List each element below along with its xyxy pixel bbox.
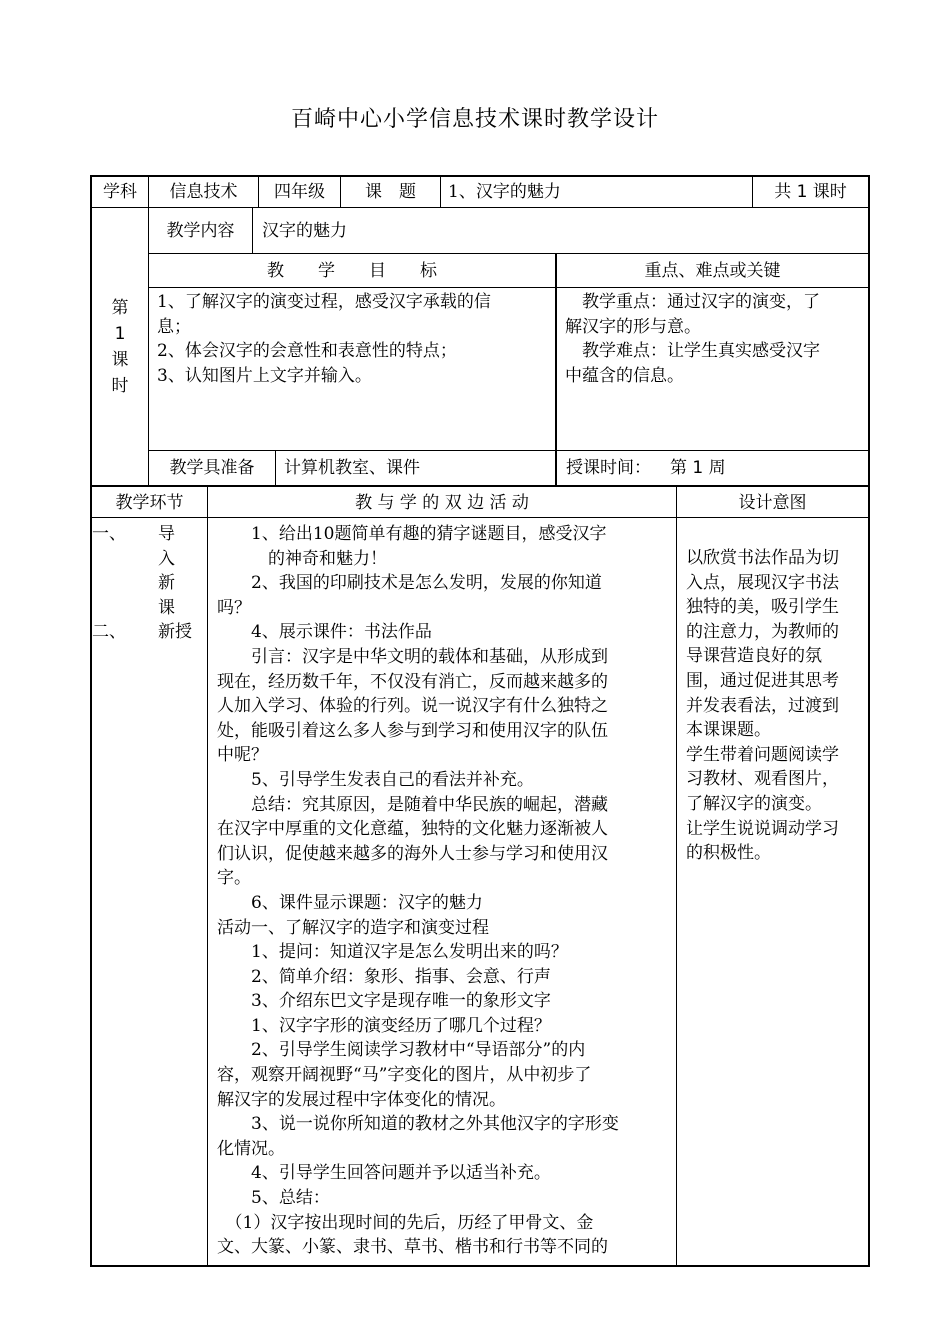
lesson-label-char: 第 (111, 298, 129, 318)
topic-label: 课 题 (365, 182, 416, 202)
intent-line: 入点，展现汉字书法 (686, 572, 839, 593)
activity-line: 5、引导学生发表自己的看法并补充。 (217, 769, 534, 790)
grade-value: 四年级 (274, 182, 325, 202)
total-hours: 共 1 课时 (774, 182, 847, 202)
stage-header: 教学环节 (115, 493, 184, 513)
activity-line: 1、汉字字形的演变经历了哪几个过程？ (217, 1015, 551, 1036)
objective-line: 3、认知图片上文字并输入。 (157, 365, 372, 386)
stage-one-char: 课 (158, 597, 175, 618)
intent-line: 的积极性。 (686, 843, 771, 864)
time-label: 授课时间： (566, 458, 651, 478)
activity-line: 容，观察开阔视野“马”字变化的图片，从中初步了 (217, 1065, 592, 1086)
prep-value: 计算机教室、课件 (284, 458, 420, 478)
intent-line: 本课课题。 (686, 720, 771, 741)
activity-line: 中呢？ (217, 745, 268, 766)
activity-line: 在汉字中厚重的文化意蕴，独特的文化魅力逐渐被人 (217, 819, 608, 840)
activity-line: （1）汉字按出现时间的先后，历经了甲骨文、金 (217, 1212, 594, 1233)
subject-label: 学科 (103, 182, 137, 202)
activity-line: 解汉字的发展过程中字体变化的情况。 (217, 1089, 506, 1110)
intent-header: 设计意图 (738, 493, 807, 513)
objective-line: 2、体会汉字的会意性和表意性的特点； (157, 341, 457, 362)
time-value: 第 1 周 (670, 458, 726, 478)
activity-line: 处，能吸引着这么多人参与到学习和使用汉字的队伍 (217, 720, 608, 741)
objective-line: 1、了解汉字的演变过程，感受汉字承载的信 (157, 292, 491, 312)
intent-line: 学生带着问题阅读学 (686, 744, 839, 765)
activity-line: 活动一、了解汉字的造字和演变过程 (217, 917, 489, 938)
page-title: 百崎中心小学信息技术课时教学设计 (290, 107, 659, 132)
activity-header: 教 与 学 的 双 边 活 动 (355, 493, 529, 513)
activity-line: 引言：汉字是中华文明的载体和基础，从形成到 (217, 646, 608, 667)
keypoints-list (565, 290, 820, 388)
intent-line: 并发表看法，过渡到 (686, 695, 839, 716)
stage-one-char: 入 (158, 548, 175, 569)
content-value: 汉字的魅力 (262, 221, 347, 241)
intent-list (686, 546, 839, 866)
activity-line: 2、引导学生阅读学习教材中“导语部分”的内 (217, 1040, 586, 1061)
prep-label: 教学具准备 (169, 458, 255, 478)
stage-one-label (158, 522, 175, 620)
activity-line: 5、总结： (217, 1188, 330, 1209)
activity-line: 现在，经历数千年，不仅没有消亡，反而越来越多的 (217, 671, 608, 692)
activity-line: 2、我国的印刷技术是怎么发明，发展的你知道 (217, 573, 602, 594)
objective-line: 息； (157, 316, 191, 337)
intent-line: 独特的美，吸引学生 (686, 597, 839, 618)
activity-line: 的神奇和魅力！ (217, 548, 387, 569)
activity-line: 3、说一说你所知道的教材之外其他汉字的字形变 (217, 1114, 619, 1135)
activity-line: 化情况。 (217, 1138, 285, 1159)
intent-line: 导课营造良好的氛 (686, 646, 822, 667)
activity-line: 文、大篆、小篆、隶书、草书、楷书和行书等不同的 (217, 1237, 608, 1258)
intent-line: 让学生说说调动学习 (686, 818, 839, 839)
stage-one-char: 新 (158, 573, 175, 594)
intent-line: 了解汉字的演变。 (686, 793, 822, 814)
objectives-list (157, 290, 491, 388)
activity-line: 字。 (217, 868, 251, 889)
activity-line: 们认识，促使越来越多的海外人士参与学习和使用汉 (217, 843, 608, 864)
activity-line: 2、简单介绍：象形、指事、会意、行声 (217, 966, 551, 987)
subject-value: 信息技术 (169, 182, 238, 202)
activity-line: 4、展示课件：书法作品 (217, 622, 432, 643)
lesson-label-char: 时 (111, 376, 129, 396)
topic-value: 1、汉字的魅力 (448, 182, 561, 202)
intent-line: 以欣赏书法作品为切 (686, 548, 839, 568)
lesson-label (92, 295, 148, 399)
stage-one-number: 一、 (92, 524, 126, 544)
keypoint-line: 教学难点：让学生真实感受汉字 (565, 341, 820, 362)
activity-line: 吗？ (217, 597, 251, 618)
lesson-label-char: 课 (111, 350, 129, 370)
lesson-label-char: 1 (114, 324, 126, 344)
activity-line: 人加入学习、体验的行列。说一说汉字有什么独特之 (217, 696, 608, 717)
objectives-header: 教 学 目 标 (267, 261, 437, 281)
intent-line: 围，通过促进其思考 (686, 670, 839, 691)
activity-line: 6、课件显示课题：汉字的魅力 (217, 892, 483, 913)
stage-two-number: 二、 (92, 622, 126, 642)
activity-line: 总结：究其原因，是随着中华民族的崛起，潜藏 (217, 794, 608, 815)
activity-line: 4、引导学生回答问题并予以适当补充。 (217, 1163, 551, 1184)
keypoint-line: 教学重点：通过汉字的演变，了 (565, 292, 820, 312)
keypoint-line: 解汉字的形与意。 (565, 316, 701, 337)
content-label: 教学内容 (166, 221, 235, 241)
keypoint-line: 中蕴含的信息。 (565, 365, 684, 386)
keypoints-header: 重点、难点或关键 (644, 261, 781, 281)
intent-line: 习教材、观看图片， (686, 769, 839, 790)
activity-line: 1、提问：知道汉字是怎么发明出来的吗？ (217, 942, 568, 963)
intent-line: 的注意力，为教师的 (686, 621, 839, 642)
activity-list (217, 522, 619, 1260)
activity-line: 1、给出10题简单有趣的猜字谜题目，感受汉字 (217, 524, 607, 544)
stage-one-char: 导 (158, 524, 175, 544)
activity-line: 3、介绍东巴文字是现存唯一的象形文字 (217, 991, 551, 1012)
stage-two-label: 新授 (158, 622, 192, 642)
